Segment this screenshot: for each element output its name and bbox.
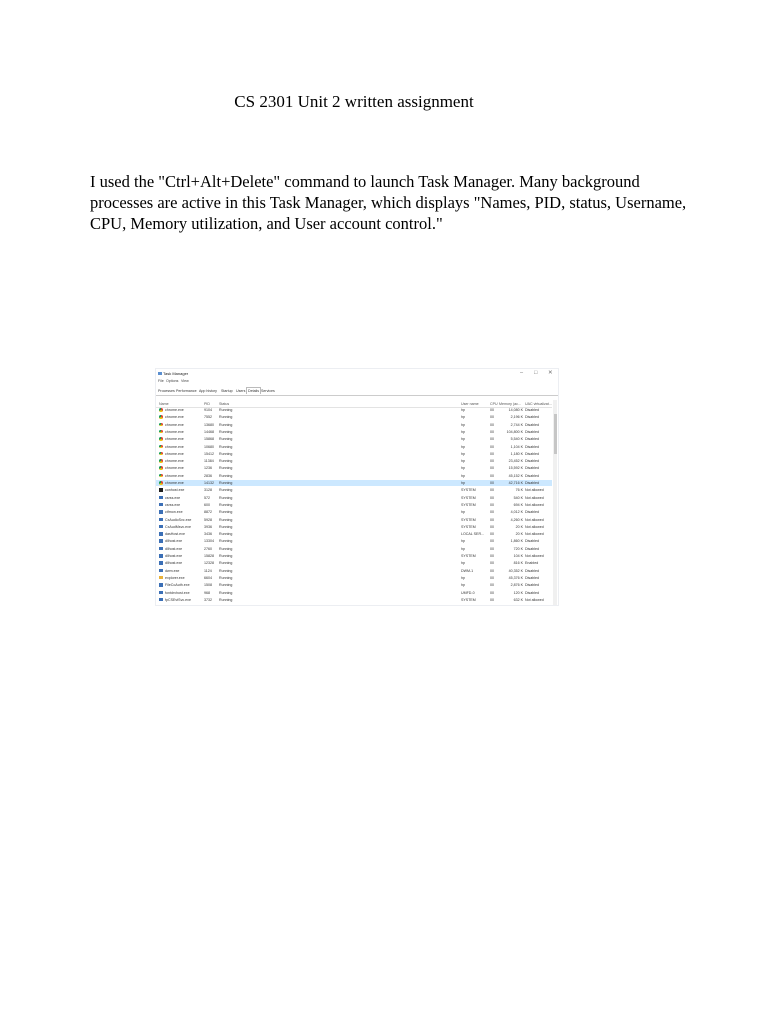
column-cpu[interactable]: CPU bbox=[490, 401, 498, 406]
process-name: chrome.exe bbox=[165, 408, 184, 412]
process-status: Running bbox=[219, 466, 233, 471]
process-status: Running bbox=[219, 554, 233, 558]
process-cpu: 00 bbox=[490, 590, 494, 595]
process-uac: Disabled bbox=[525, 546, 539, 551]
process-pid: 13304 bbox=[204, 539, 214, 544]
chrome-icon bbox=[159, 408, 163, 412]
table-row[interactable] bbox=[156, 495, 552, 501]
process-icon bbox=[159, 532, 163, 536]
process-memory: 45,152 K bbox=[508, 473, 523, 478]
process-name: chrome.exe bbox=[165, 415, 184, 420]
process-pid: 11384 bbox=[204, 459, 214, 464]
process-memory: 2,744 K bbox=[510, 422, 523, 427]
process-memory: 816 K bbox=[513, 561, 523, 566]
process-name: chrome.exe bbox=[165, 429, 184, 434]
process-cpu: 00 bbox=[490, 488, 494, 493]
process-memory: 720 K bbox=[513, 546, 523, 551]
process-memory: 45,376 K bbox=[508, 575, 523, 580]
process-user: hp bbox=[461, 429, 465, 434]
process-memory: 632 K bbox=[513, 597, 523, 602]
process-user: hp bbox=[461, 561, 465, 566]
tab-bar bbox=[156, 387, 558, 396]
table-row[interactable] bbox=[156, 473, 552, 479]
process-pid: 2760 bbox=[204, 546, 212, 551]
process-user: hp bbox=[461, 408, 465, 412]
process-pid: 2836 bbox=[204, 473, 212, 478]
process-user: hp bbox=[461, 459, 465, 464]
process-cpu: 00 bbox=[490, 583, 494, 588]
process-memory: 1,860 K bbox=[510, 539, 523, 544]
table-row[interactable] bbox=[156, 524, 552, 530]
tab-app-history[interactable]: App history bbox=[199, 389, 217, 393]
process-pid: 6604 bbox=[204, 575, 212, 580]
process-cpu: 00 bbox=[490, 459, 494, 464]
process-status: Running bbox=[219, 539, 233, 544]
process-status: Running bbox=[219, 473, 233, 478]
process-uac: Not allowed bbox=[525, 532, 544, 537]
process-status: Running bbox=[219, 561, 233, 566]
process-pid: 15412 bbox=[204, 451, 214, 456]
process-cpu: 00 bbox=[490, 495, 494, 500]
process-pid: 15828 bbox=[204, 554, 214, 558]
process-pid: 3732 bbox=[204, 597, 212, 602]
process-status: Running bbox=[219, 429, 233, 434]
process-pid: 10680 bbox=[204, 444, 214, 449]
title-bar bbox=[156, 369, 558, 378]
process-pid: 13680 bbox=[204, 422, 214, 427]
process-memory: 104 K bbox=[513, 554, 523, 558]
process-uac: Disabled bbox=[525, 510, 539, 515]
chrome-icon bbox=[159, 459, 163, 463]
chrome-icon bbox=[159, 452, 163, 456]
process-cpu: 00 bbox=[490, 524, 494, 529]
column-name[interactable]: Name bbox=[159, 401, 169, 406]
chrome-icon bbox=[159, 445, 163, 449]
process-status: Running bbox=[219, 568, 233, 573]
process-name: dllhost.exe bbox=[165, 554, 183, 558]
process-icon bbox=[159, 525, 163, 529]
task-manager-icon bbox=[158, 372, 162, 376]
process-memory: 15,592 K bbox=[508, 466, 523, 471]
process-pid: 600 bbox=[204, 502, 210, 507]
process-cpu: 00 bbox=[490, 510, 494, 515]
table-row[interactable] bbox=[156, 465, 552, 471]
process-name: dllhost.exe bbox=[165, 561, 183, 566]
process-uac: Disabled bbox=[525, 481, 539, 485]
process-status: Running bbox=[219, 451, 233, 456]
process-pid: 9104 bbox=[204, 408, 212, 412]
process-memory: 104,800 K bbox=[506, 429, 523, 434]
close-button[interactable]: ✕ bbox=[548, 369, 553, 376]
process-memory: 20 K bbox=[515, 532, 523, 537]
process-uac: Disabled bbox=[525, 473, 539, 478]
chrome-icon bbox=[159, 423, 163, 427]
process-status: Running bbox=[219, 408, 233, 412]
process-pid: 572 bbox=[204, 495, 210, 500]
process-user: hp bbox=[461, 415, 465, 420]
process-user: hp bbox=[461, 444, 465, 449]
process-user: hp bbox=[461, 510, 465, 515]
process-pid: 8872 bbox=[204, 510, 212, 515]
table-row[interactable] bbox=[156, 436, 552, 442]
process-icon bbox=[159, 547, 163, 551]
process-uac: Not allowed bbox=[525, 495, 544, 500]
process-name: chrome.exe bbox=[165, 444, 184, 449]
process-cpu: 00 bbox=[490, 429, 494, 434]
process-icon bbox=[159, 561, 163, 565]
process-status: Running bbox=[219, 597, 233, 602]
process-user: SYSTEM bbox=[461, 597, 476, 602]
process-user: SYSTEM bbox=[461, 495, 476, 500]
process-memory: 2,876 K bbox=[510, 583, 523, 588]
table-row[interactable] bbox=[156, 480, 552, 486]
process-uac: Disabled bbox=[525, 583, 539, 588]
process-pid: 5928 bbox=[204, 517, 212, 522]
process-cpu: 00 bbox=[490, 466, 494, 471]
process-cpu: 00 bbox=[490, 444, 494, 449]
process-cpu: 00 bbox=[490, 575, 494, 580]
process-status: Running bbox=[219, 437, 233, 442]
table-row[interactable] bbox=[156, 502, 552, 508]
process-cpu: 00 bbox=[490, 568, 494, 573]
process-pid: 3436 bbox=[204, 532, 212, 537]
process-cpu: 00 bbox=[490, 408, 494, 412]
process-name: CxAudioSvc.exe bbox=[165, 517, 192, 522]
process-user: DWM-1 bbox=[461, 568, 474, 573]
menu-options[interactable]: Options bbox=[166, 379, 179, 383]
process-status: Running bbox=[219, 459, 233, 464]
process-name: chrome.exe bbox=[165, 459, 184, 464]
process-name: ctfmon.exe bbox=[165, 510, 183, 515]
process-memory: 694 K bbox=[513, 502, 523, 507]
process-user: SYSTEM bbox=[461, 488, 476, 493]
process-status: Running bbox=[219, 575, 233, 580]
process-memory: 42,716 K bbox=[508, 481, 523, 485]
process-uac: Disabled bbox=[525, 451, 539, 456]
process-pid: 1124 bbox=[204, 568, 212, 573]
process-name: chrome.exe bbox=[165, 451, 184, 456]
process-cpu: 00 bbox=[490, 561, 494, 566]
process-cpu: 00 bbox=[490, 473, 494, 478]
minimize-button[interactable]: – bbox=[520, 369, 524, 376]
process-user: SYSTEM bbox=[461, 554, 476, 558]
process-memory: 120 K bbox=[513, 590, 523, 595]
process-pid: 15868 bbox=[204, 437, 214, 442]
menu-bar bbox=[156, 379, 558, 385]
table-row[interactable] bbox=[156, 568, 552, 574]
task-manager-screenshot bbox=[155, 368, 559, 606]
process-uac: Disabled bbox=[525, 437, 539, 442]
process-pid: 3128 bbox=[204, 488, 212, 493]
chrome-icon bbox=[159, 437, 163, 441]
process-user: hp bbox=[461, 466, 465, 471]
process-name: explorer.exe bbox=[165, 575, 185, 580]
process-status: Running bbox=[219, 422, 233, 427]
process-name: dasHost.exe bbox=[165, 532, 185, 537]
tab-users[interactable]: Users bbox=[236, 389, 246, 393]
table-row[interactable] bbox=[156, 422, 552, 428]
table-row[interactable] bbox=[156, 414, 552, 420]
process-cpu: 00 bbox=[490, 517, 494, 522]
process-name: conhost.exe bbox=[165, 488, 185, 493]
table-row[interactable] bbox=[156, 517, 552, 523]
chrome-icon bbox=[159, 481, 163, 485]
process-user: hp bbox=[461, 575, 465, 580]
process-cpu: 00 bbox=[490, 451, 494, 456]
process-name: dwm.exe bbox=[165, 568, 180, 573]
process-icon bbox=[159, 496, 163, 500]
process-pid: 1236 bbox=[204, 466, 212, 471]
scrollbar[interactable] bbox=[553, 400, 557, 605]
tab-details[interactable]: Details bbox=[248, 389, 259, 393]
process-list bbox=[156, 407, 552, 606]
table-row[interactable] bbox=[156, 590, 552, 596]
chrome-icon bbox=[159, 415, 163, 419]
process-user: UMFD-0 bbox=[461, 590, 475, 595]
column-pid[interactable]: PID bbox=[204, 401, 210, 406]
process-memory: 1,180 K bbox=[510, 451, 523, 456]
process-cpu: 00 bbox=[490, 481, 494, 485]
process-icon bbox=[159, 598, 163, 602]
process-uac: Disabled bbox=[525, 568, 539, 573]
process-pid: 14468 bbox=[204, 429, 214, 434]
process-status: Running bbox=[219, 546, 233, 551]
process-uac: Not allowed bbox=[525, 502, 544, 507]
tab-services[interactable]: Services bbox=[261, 389, 275, 393]
table-row[interactable] bbox=[156, 582, 552, 588]
process-uac: Disabled bbox=[525, 539, 539, 544]
chrome-icon bbox=[159, 466, 163, 470]
process-user: SYSTEM bbox=[461, 524, 476, 529]
process-uac: Not allowed bbox=[525, 517, 544, 522]
window-title: Task Manager bbox=[163, 371, 189, 376]
document-title: CS 2301 Unit 2 written assignment bbox=[234, 92, 474, 111]
process-uac: Not allowed bbox=[525, 488, 544, 493]
process-uac: Disabled bbox=[525, 459, 539, 464]
process-user: LOCAL SER... bbox=[461, 532, 485, 537]
process-icon bbox=[159, 518, 163, 522]
process-name: FileCoAuth.exe bbox=[165, 583, 190, 588]
process-status: Running bbox=[219, 502, 233, 507]
process-memory: 40,352 K bbox=[508, 568, 523, 573]
process-status: Running bbox=[219, 510, 233, 515]
process-memory: 2,196 K bbox=[510, 415, 523, 420]
process-cpu: 00 bbox=[490, 554, 494, 558]
process-icon bbox=[159, 554, 163, 558]
process-memory: 540 K bbox=[513, 495, 523, 500]
process-memory: 4,260 K bbox=[510, 517, 523, 522]
process-cpu: 00 bbox=[490, 502, 494, 507]
process-status: Running bbox=[219, 590, 233, 595]
process-name: csrss.exe bbox=[165, 495, 181, 500]
process-memory: 14,080 K bbox=[508, 408, 523, 412]
process-uac: Disabled bbox=[525, 444, 539, 449]
process-uac: Disabled bbox=[525, 422, 539, 427]
process-memory: 20 K bbox=[515, 524, 523, 529]
menu-file[interactable]: File bbox=[158, 379, 164, 383]
tab-startup[interactable]: Startup bbox=[221, 389, 233, 393]
process-icon bbox=[159, 539, 163, 543]
process-name: chrome.exe bbox=[165, 473, 184, 478]
process-status: Running bbox=[219, 481, 233, 485]
table-row[interactable] bbox=[156, 546, 552, 552]
table-row[interactable] bbox=[156, 429, 552, 435]
maximize-button[interactable]: □ bbox=[534, 369, 538, 376]
chrome-icon bbox=[159, 474, 163, 478]
process-status: Running bbox=[219, 532, 233, 537]
process-pid: 1508 bbox=[204, 583, 212, 588]
process-user: hp bbox=[461, 546, 465, 551]
table-row[interactable] bbox=[156, 444, 552, 450]
process-name: CxAudMsvc.exe bbox=[165, 524, 191, 529]
table-row[interactable] bbox=[156, 560, 552, 566]
menu-view[interactable]: View bbox=[181, 379, 189, 383]
tab-performance[interactable]: Performance bbox=[176, 389, 197, 393]
process-user: hp bbox=[461, 422, 465, 427]
process-uac: Enabled bbox=[525, 561, 539, 566]
table-row[interactable] bbox=[156, 597, 552, 603]
process-icon bbox=[159, 503, 163, 507]
process-name: fontdrvhost.exe bbox=[165, 590, 190, 595]
process-status: Running bbox=[219, 444, 233, 449]
tab-processes[interactable]: Processes bbox=[158, 389, 175, 393]
process-cpu: 00 bbox=[490, 597, 494, 602]
document-paragraph: I used the "Ctrl+Alt+Delete" command to launch Task Manager. Many background processes are active in this Task Manager, which displays "Names, PID, status, Username, CPU, Memory utilization, and User account control." bbox=[90, 172, 687, 233]
process-user: SYSTEM bbox=[461, 517, 476, 522]
process-icon bbox=[159, 510, 163, 514]
process-uac: Not allowed bbox=[525, 554, 544, 558]
process-user: hp bbox=[461, 473, 465, 478]
scrollbar-thumb[interactable] bbox=[554, 414, 557, 454]
process-uac: Disabled bbox=[525, 408, 539, 412]
process-name: dllhost.exe bbox=[165, 539, 183, 544]
process-uac: Not allowed bbox=[525, 524, 544, 529]
process-uac: Disabled bbox=[525, 429, 539, 434]
process-status: Running bbox=[219, 488, 233, 493]
table-row[interactable] bbox=[156, 487, 552, 493]
process-name: chrome.exe bbox=[165, 481, 184, 485]
table-row[interactable] bbox=[156, 538, 552, 544]
process-user: hp bbox=[461, 451, 465, 456]
column-memory[interactable]: Memory (ac... bbox=[499, 401, 521, 406]
process-icon bbox=[159, 569, 163, 573]
process-cpu: 00 bbox=[490, 437, 494, 442]
process-icon bbox=[159, 488, 163, 492]
table-row[interactable] bbox=[156, 407, 552, 413]
process-name: chrome.exe bbox=[165, 466, 184, 471]
process-icon bbox=[159, 583, 163, 587]
process-uac: Not allowed bbox=[525, 597, 544, 602]
process-name: dllhost.exe bbox=[165, 546, 183, 551]
process-memory: 23,452 K bbox=[508, 459, 523, 464]
process-name: fpCSEvtSvc.exe bbox=[165, 597, 191, 602]
table-row[interactable] bbox=[156, 575, 552, 581]
process-pid: 7552 bbox=[204, 415, 212, 420]
process-status: Running bbox=[219, 495, 233, 500]
process-cpu: 00 bbox=[490, 422, 494, 427]
process-user: hp bbox=[461, 481, 465, 485]
process-pid: 14132 bbox=[204, 481, 214, 485]
process-name: chrome.exe bbox=[165, 422, 184, 427]
process-pid: 968 bbox=[204, 590, 210, 595]
process-cpu: 00 bbox=[490, 532, 494, 537]
process-user: SYSTEM bbox=[461, 502, 476, 507]
process-memory: 5,540 K bbox=[510, 437, 523, 442]
table-row[interactable] bbox=[156, 553, 552, 559]
process-uac: Disabled bbox=[525, 575, 539, 580]
table-row[interactable] bbox=[156, 531, 552, 537]
process-memory: 1,104 K bbox=[510, 444, 523, 449]
column-status[interactable]: Status bbox=[219, 401, 230, 406]
process-icon bbox=[159, 576, 163, 580]
process-cpu: 00 bbox=[490, 539, 494, 544]
process-status: Running bbox=[219, 415, 233, 420]
process-name: csrss.exe bbox=[165, 502, 181, 507]
process-status: Running bbox=[219, 583, 233, 588]
process-pid: 12328 bbox=[204, 561, 214, 566]
table-row[interactable] bbox=[156, 509, 552, 515]
process-status: Running bbox=[219, 517, 233, 522]
process-cpu: 00 bbox=[490, 546, 494, 551]
table-row[interactable] bbox=[156, 458, 552, 464]
process-uac: Disabled bbox=[525, 466, 539, 471]
process-memory: 76 K bbox=[515, 488, 523, 493]
chrome-icon bbox=[159, 430, 163, 434]
process-cpu: 00 bbox=[490, 415, 494, 420]
process-memory: 4,012 K bbox=[510, 510, 523, 515]
process-name: chrome.exe bbox=[165, 437, 184, 442]
process-icon bbox=[159, 591, 163, 595]
process-uac: Disabled bbox=[525, 415, 539, 420]
process-status: Running bbox=[219, 524, 233, 529]
process-user: hp bbox=[461, 437, 465, 442]
table-row[interactable] bbox=[156, 451, 552, 457]
process-uac: Disabled bbox=[525, 590, 539, 595]
column-uac[interactable]: UAC virtualizat... bbox=[525, 401, 552, 406]
process-user: hp bbox=[461, 539, 465, 544]
process-pid: 3936 bbox=[204, 524, 212, 529]
process-user: hp bbox=[461, 583, 465, 588]
column-user-name[interactable]: User name bbox=[461, 401, 479, 406]
